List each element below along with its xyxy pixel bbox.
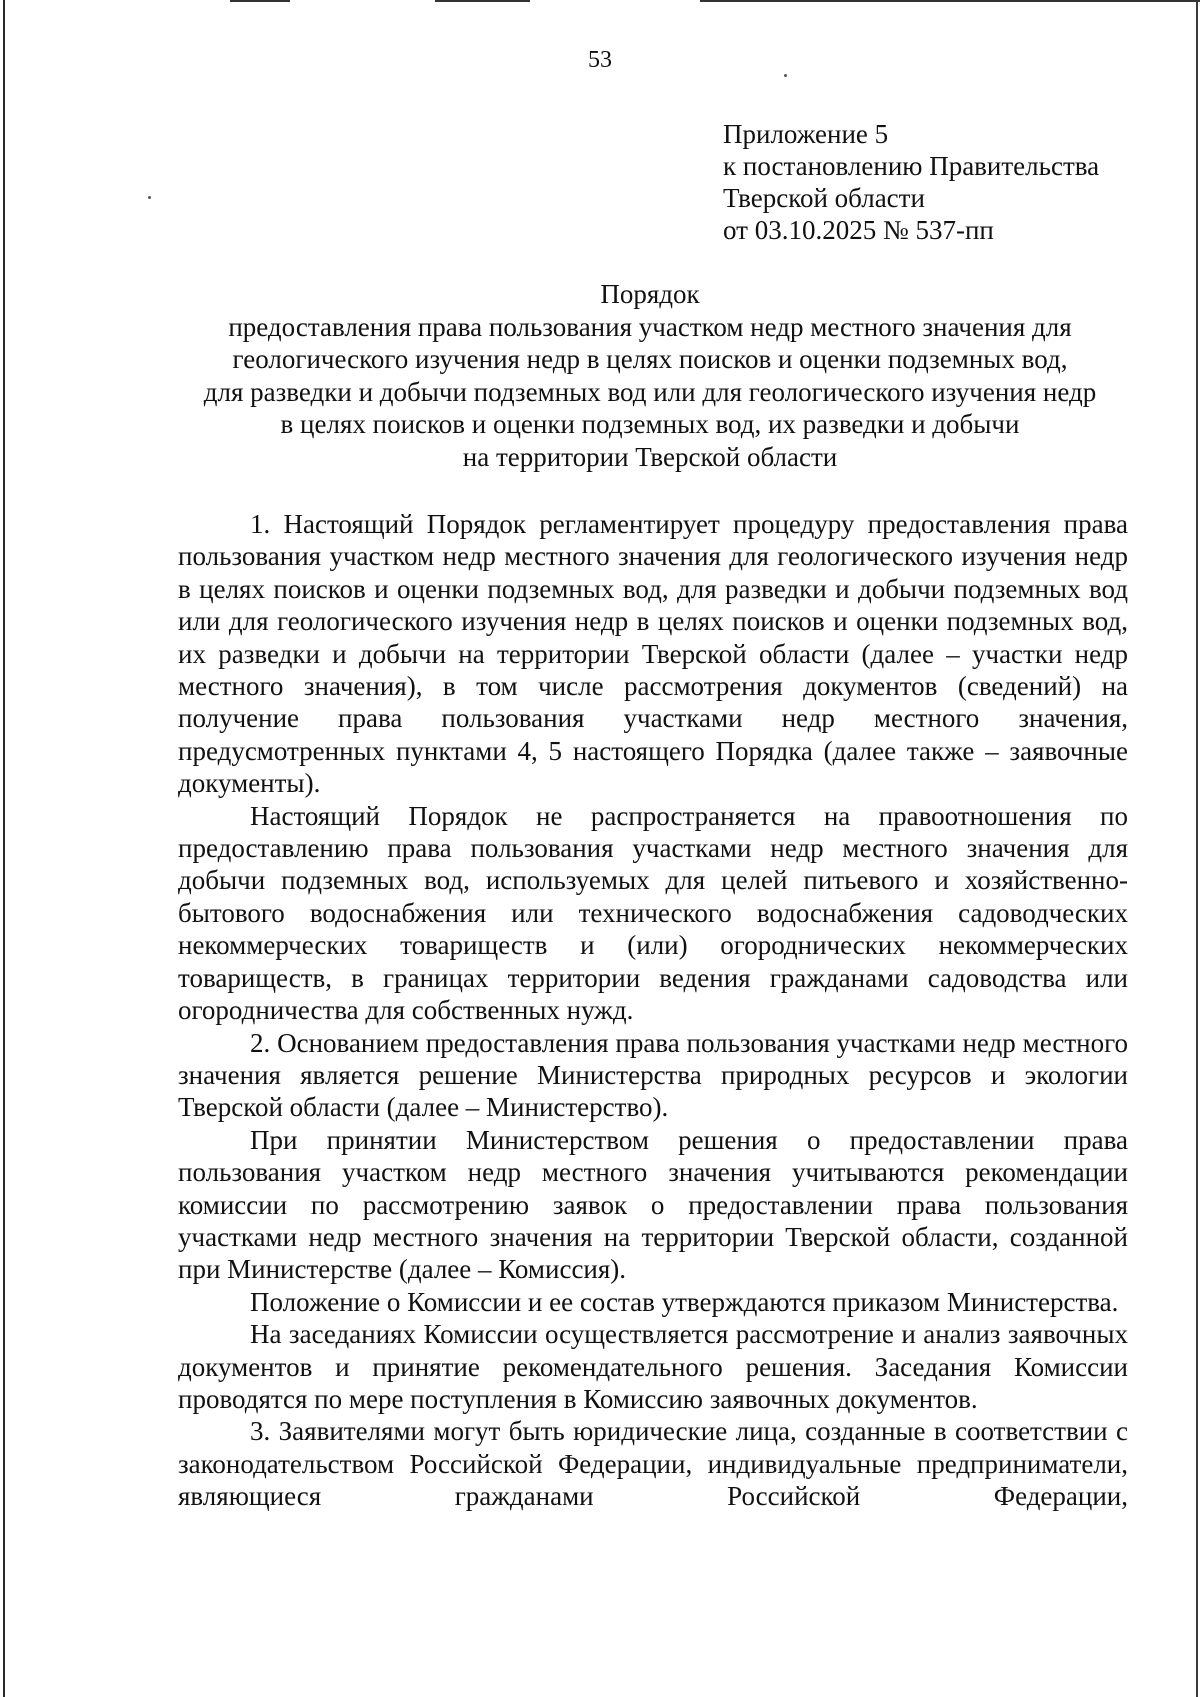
annex-block bbox=[723, 118, 1099, 246]
annex-line: к постановлению Правительства bbox=[723, 151, 1100, 181]
paragraph: Настоящий Порядок не распространяется на правоотношения по предоставлению права пользования участками недр местного значения для добычи подземных вод, используемых для целей питьевого и хозяйственно-бытового водоснабжения или технического водоснабжения садоводческих некоммерческих товариществ и (или) огороднических некоммерческих товариществ, в границах территории ведения гражданами садоводства или огородничества для собственных нужд. bbox=[178, 800, 1128, 1026]
page-number: 53 bbox=[588, 47, 612, 73]
document-title bbox=[170, 278, 1130, 473]
annex-line: Приложение 5 bbox=[723, 119, 889, 149]
scan-speck bbox=[148, 196, 151, 199]
title-line: на территории Тверской области bbox=[462, 441, 838, 472]
paragraph: При принятии Министерством решения о предоставлении права пользования участком недр местного значения учитываются рекомендации комиссии по рассмотрению заявок о предоставлении права пользования участками недр местного значения на территории Тверской области, созданной при Министерстве (далее – Комиссия). bbox=[178, 1124, 1128, 1285]
paragraph: 2. Основанием предоставления права пользования участками недр местного значения является решение Министерства природных ресурсов и экологии Тверской области (далее – Министерство). bbox=[178, 1027, 1128, 1123]
paragraph: На заседаниях Комиссии осуществляется рассмотрение и анализ заявочных документов и принятие рекомендательного решения. Заседания Комиссии проводятся по мере поступления в Комиссию заявочных документов. bbox=[178, 1319, 1128, 1414]
scan-top-mark bbox=[230, 0, 290, 2]
scan-top-mark bbox=[435, 0, 530, 2]
annex-line: от 03.10.2025 № 537-пп bbox=[723, 215, 994, 245]
scan-speck bbox=[784, 74, 787, 77]
paragraph: Положение о Комиссии и ее состав утверждаются приказом Министерства. bbox=[250, 1286, 1119, 1317]
paragraph: 3. Заявителями могут быть юридические лица, созданные в соответствии с законодательством Российской Федерации, индивидуальные предприниматели, являющиеся гражданами Российской Федерации, bbox=[178, 1416, 1128, 1512]
title-heading: Порядок bbox=[600, 279, 700, 309]
scan-top-mark bbox=[700, 0, 1200, 2]
scan-right-edge bbox=[1196, 0, 1198, 1697]
document-body bbox=[178, 508, 1128, 1513]
paragraph: 1. Настоящий Порядок регламентирует процедуру предоставления права пользования участком недр местного значения для геологического изучения недр в целях поисков и оценки подземных вод, для разведки и добычи подземных вод или для геологического изучения недр в целях поисков и оценки подземных вод, их разведки и добычи на территории Тверской области (далее – участки недр местного значения), в том числе рассмотрения документов (сведений) на получение права пользования участками недр местного значения, предусмотренных пунктами 4, 5 настоящего Порядка (далее также – заявочные документы). bbox=[178, 509, 1128, 799]
title-line: для разведки и добычи подземных вод или для геологического изучения недр bbox=[203, 376, 1097, 407]
title-line: предоставления права пользования участком недр местного значения для bbox=[228, 311, 1072, 342]
scan-left-edge bbox=[3, 0, 5, 1697]
title-line: в целях поисков и оценки подземных вод, их разведки и добычи bbox=[280, 409, 1020, 439]
title-line: геологического изучения недр в целях поисков и оценки подземных вод, bbox=[232, 344, 1068, 374]
annex-line: Тверской области bbox=[723, 183, 925, 213]
